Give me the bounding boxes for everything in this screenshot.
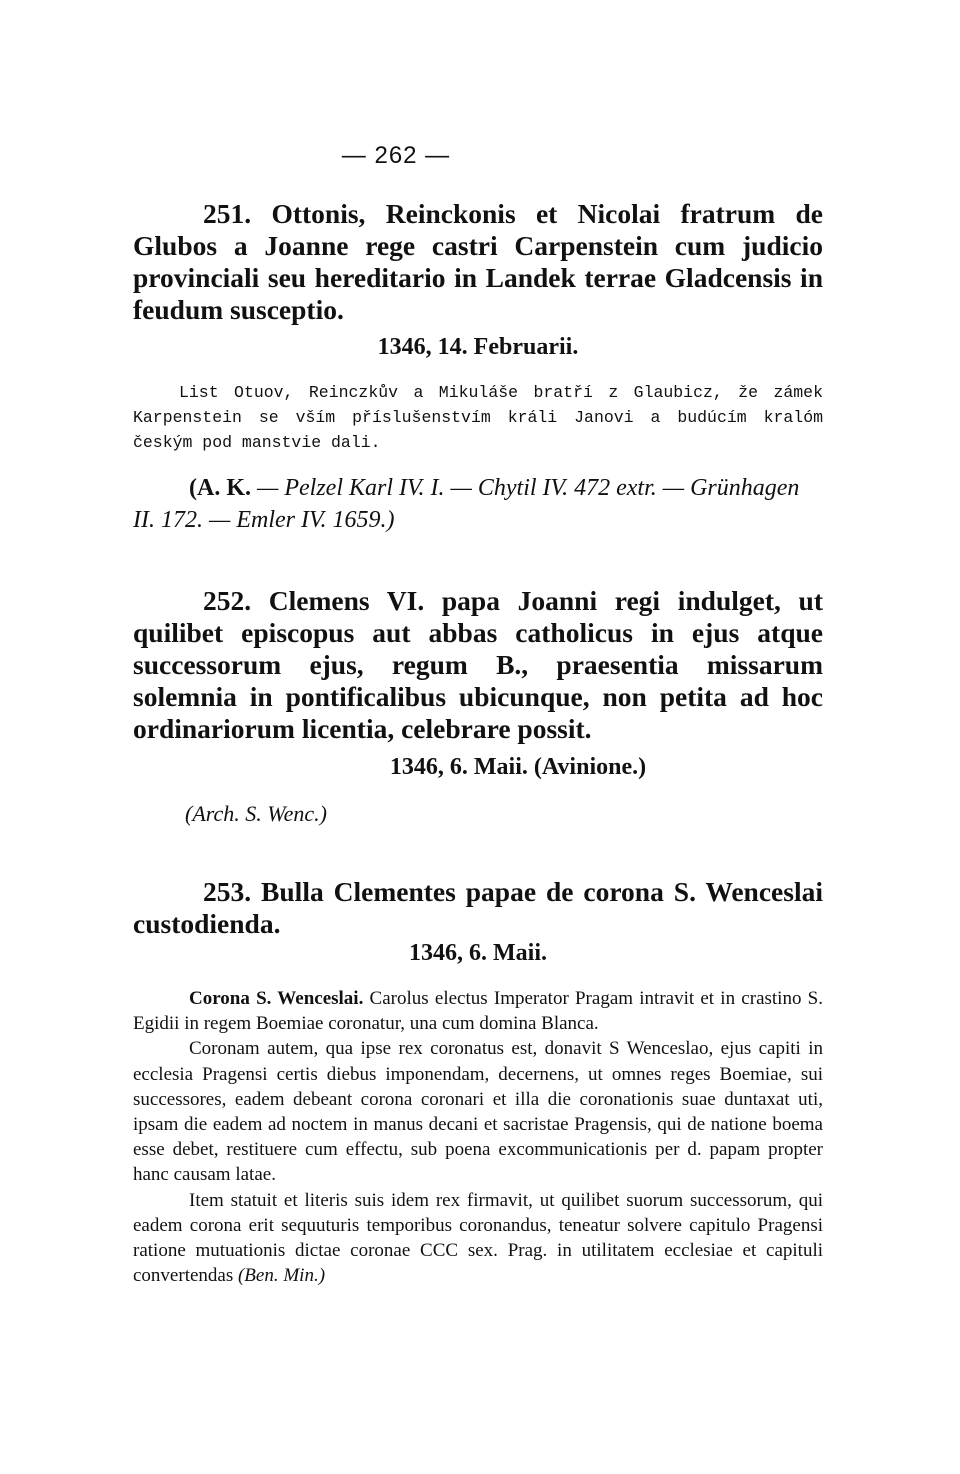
entry-253 (133, 876, 823, 940)
entry-source (133, 472, 823, 536)
entry-252-source-wrap (133, 798, 823, 830)
entry-253-date-wrap (133, 938, 823, 968)
entry-252 (133, 585, 823, 745)
paragraph-main: Item statuit et literis suis idem rex firmavit, ut quilibet suorum successorum, qui eadem corona erit sequuturis temporibus coronandus, teneatur solvere capitulo Pragensi ratione mutuationis dictae coronae CCC sex. Prag. in utilitatem ecclesiae et capituli convertendas (133, 1189, 823, 1287)
entry-date: 1346, 6. Maii. (409, 940, 547, 966)
entry-252-date-wrap (133, 752, 823, 782)
entry-251-date-wrap (133, 332, 823, 362)
page-number: — 262 — (341, 142, 451, 169)
source-open: (A. K. (189, 475, 251, 501)
entry-251 (133, 198, 823, 326)
entry-251-summary-wrap (133, 380, 823, 455)
paragraph-3 (133, 1188, 823, 1289)
entry-date: 1346, 6. Maii. (Avinione.) (389, 754, 647, 780)
paragraph-2: Coronam autem, qua ipse rex coronatus est, donavit S Wenceslao, ejus capiti in ecclesia Pragensi certis diebus imponendam, decernens, ut omnes reges Boemiae, sui successores, eadem debeant corona coronari et illa die coronationis suae duntaxat uti, ipsam die eadem ad noctem in manus decani et sacristae Pragensis, qui de natione boema esse debet, restituere cum effectu, sub poena excommunicationis per d. papam propter hanc causam latae. (133, 1038, 823, 1186)
entry-date: 1346, 14. Februarii. (377, 334, 579, 360)
paragraph-source: (Ben. Min.) (237, 1265, 326, 1287)
entry-251-source-wrap (133, 472, 823, 536)
paragraph-rest: Carolus electus Imperator Pragam intravit et in crastino S. Egidii in regem Boemiae coronatur, una cum domina Blanca. (133, 988, 823, 1035)
entry-253-body (133, 986, 823, 1288)
entry-title: 253. Bulla Clementes papae de corona S. Wenceslai custodienda. (133, 876, 823, 939)
entry-title: 251. Ottonis, Reinckonis et Nicolai fratrum de Glubos a Joanne rege castri Carpenstein cum judicio provinciali seu hereditario in Landek terrae Gladcensis in feudum susceptio. (133, 198, 823, 325)
paragraph-1 (133, 986, 823, 1036)
source-rest: — Pelzel Karl IV. I. — Chytil IV. 472 extr. — Grünhagen II. 172. — Emler IV. 1659.) (133, 475, 800, 533)
entry-summary: List Otuov, Reinczkův a Mikuláše bratří z Glaubicz, že zámek Karpenstein se vším příslušenstvím králi Janovi a budúcím kralóm českým pod manstvie dali. (133, 383, 823, 452)
entry-source: (Arch. S. Wenc.) (185, 801, 327, 826)
paragraph-lead: Corona S. Wenceslai. (189, 988, 364, 1009)
entry-title: 252. Clemens VI. papa Joanni regi indulget, ut quilibet episcopus aut abbas catholicus in ejus atque successorum ejus, regum B., praesentia missarum solemnia in pontificalibus ubicunque, non petita ad hoc ordinariorum licentia, celebrare possit. (133, 585, 823, 744)
